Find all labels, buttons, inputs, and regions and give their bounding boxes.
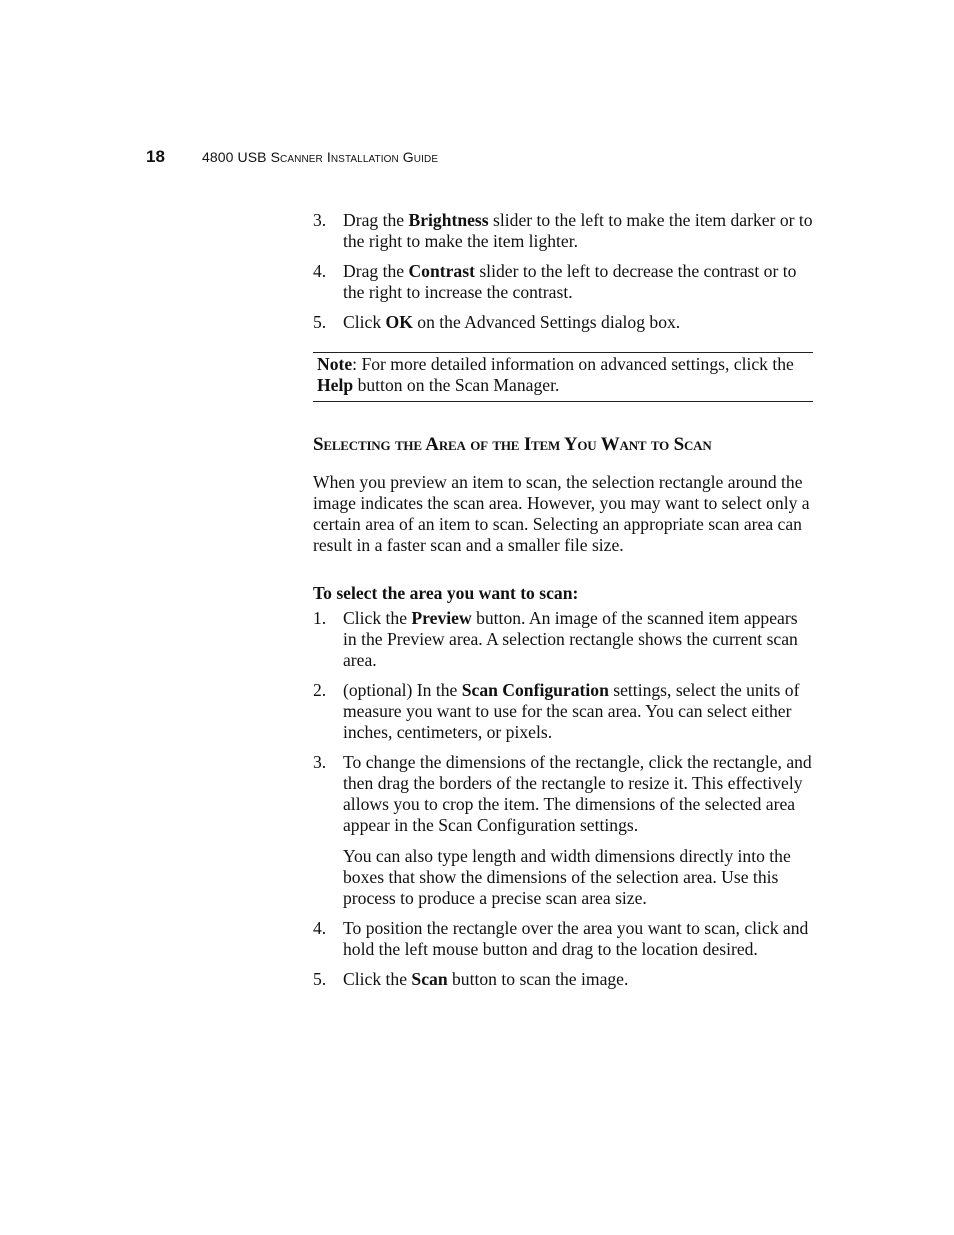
- running-title: 4800 USB Scanner Installation Guide: [202, 149, 439, 165]
- note-text: Note: For more detailed information on advanced settings, click the Help button on the Scan Manager.: [317, 354, 794, 395]
- section-heading: Selecting the Area of the Item You Want to Scan: [313, 434, 712, 455]
- step-number: 1.: [313, 608, 327, 628]
- page-content: [313, 210, 813, 999]
- step-text: Click the Scan button to scan the image.: [343, 969, 629, 989]
- step-number: 2.: [313, 680, 327, 700]
- list-item: [313, 752, 813, 909]
- step-number: 4.: [313, 918, 327, 938]
- list-item: [313, 608, 813, 671]
- step-text: Drag the Contrast slider to the left to decrease the contrast or to the right to increase the contrast.: [343, 261, 797, 302]
- page-number: 18: [146, 147, 165, 166]
- step-text: To position the rectangle over the area you want to scan, click and hold the left mouse button and drag to the location desired.: [343, 918, 809, 959]
- step-number: 4.: [313, 261, 327, 281]
- note-box: [313, 352, 813, 402]
- list-item: [313, 261, 813, 303]
- list-item: [313, 918, 813, 960]
- step-text: (optional) In the Scan Configuration settings, select the units of measure you want to use for the scan area. You can select either inches, centimeters, or pixels.: [343, 680, 800, 742]
- procedure-title: To select the area you want to scan:: [313, 583, 579, 603]
- steps-list-procedure: [313, 608, 813, 990]
- note-label: Note: [317, 354, 353, 374]
- list-item: [313, 969, 813, 990]
- step-number: 5.: [313, 312, 327, 332]
- step-subtext: You can also type length and width dimensions directly into the boxes that show the dimensions of the selection area. Use this process to produce a precise scan area size.: [343, 846, 791, 908]
- list-item: [313, 680, 813, 743]
- section-intro: When you preview an item to scan, the selection rectangle around the image indicates the scan area. However, you may want to select only a certain area of an item to scan. Selecting an appropriate scan area can result in a faster scan and a smaller file size.: [313, 472, 810, 555]
- step-number: 3.: [313, 752, 327, 772]
- step-number: 5.: [313, 969, 327, 989]
- steps-list-top: [313, 210, 813, 333]
- page-header: [146, 147, 438, 167]
- step-text: Click the Preview button. An image of the scanned item appears in the Preview area. A selection rectangle shows the current scan area.: [343, 608, 798, 670]
- step-number: 3.: [313, 210, 327, 230]
- step-text: To change the dimensions of the rectangle, click the rectangle, and then drag the borders of the rectangle to resize it. This effectively allows you to crop the item. The dimensions of the selected area appear in the Scan Configuration settings.: [343, 752, 812, 835]
- step-text: Click OK on the Advanced Settings dialog box.: [343, 312, 681, 332]
- list-item: [313, 312, 813, 333]
- step-text: Drag the Brightness slider to the left to make the item darker or to the right to make the item lighter.: [343, 210, 813, 251]
- list-item: [313, 210, 813, 252]
